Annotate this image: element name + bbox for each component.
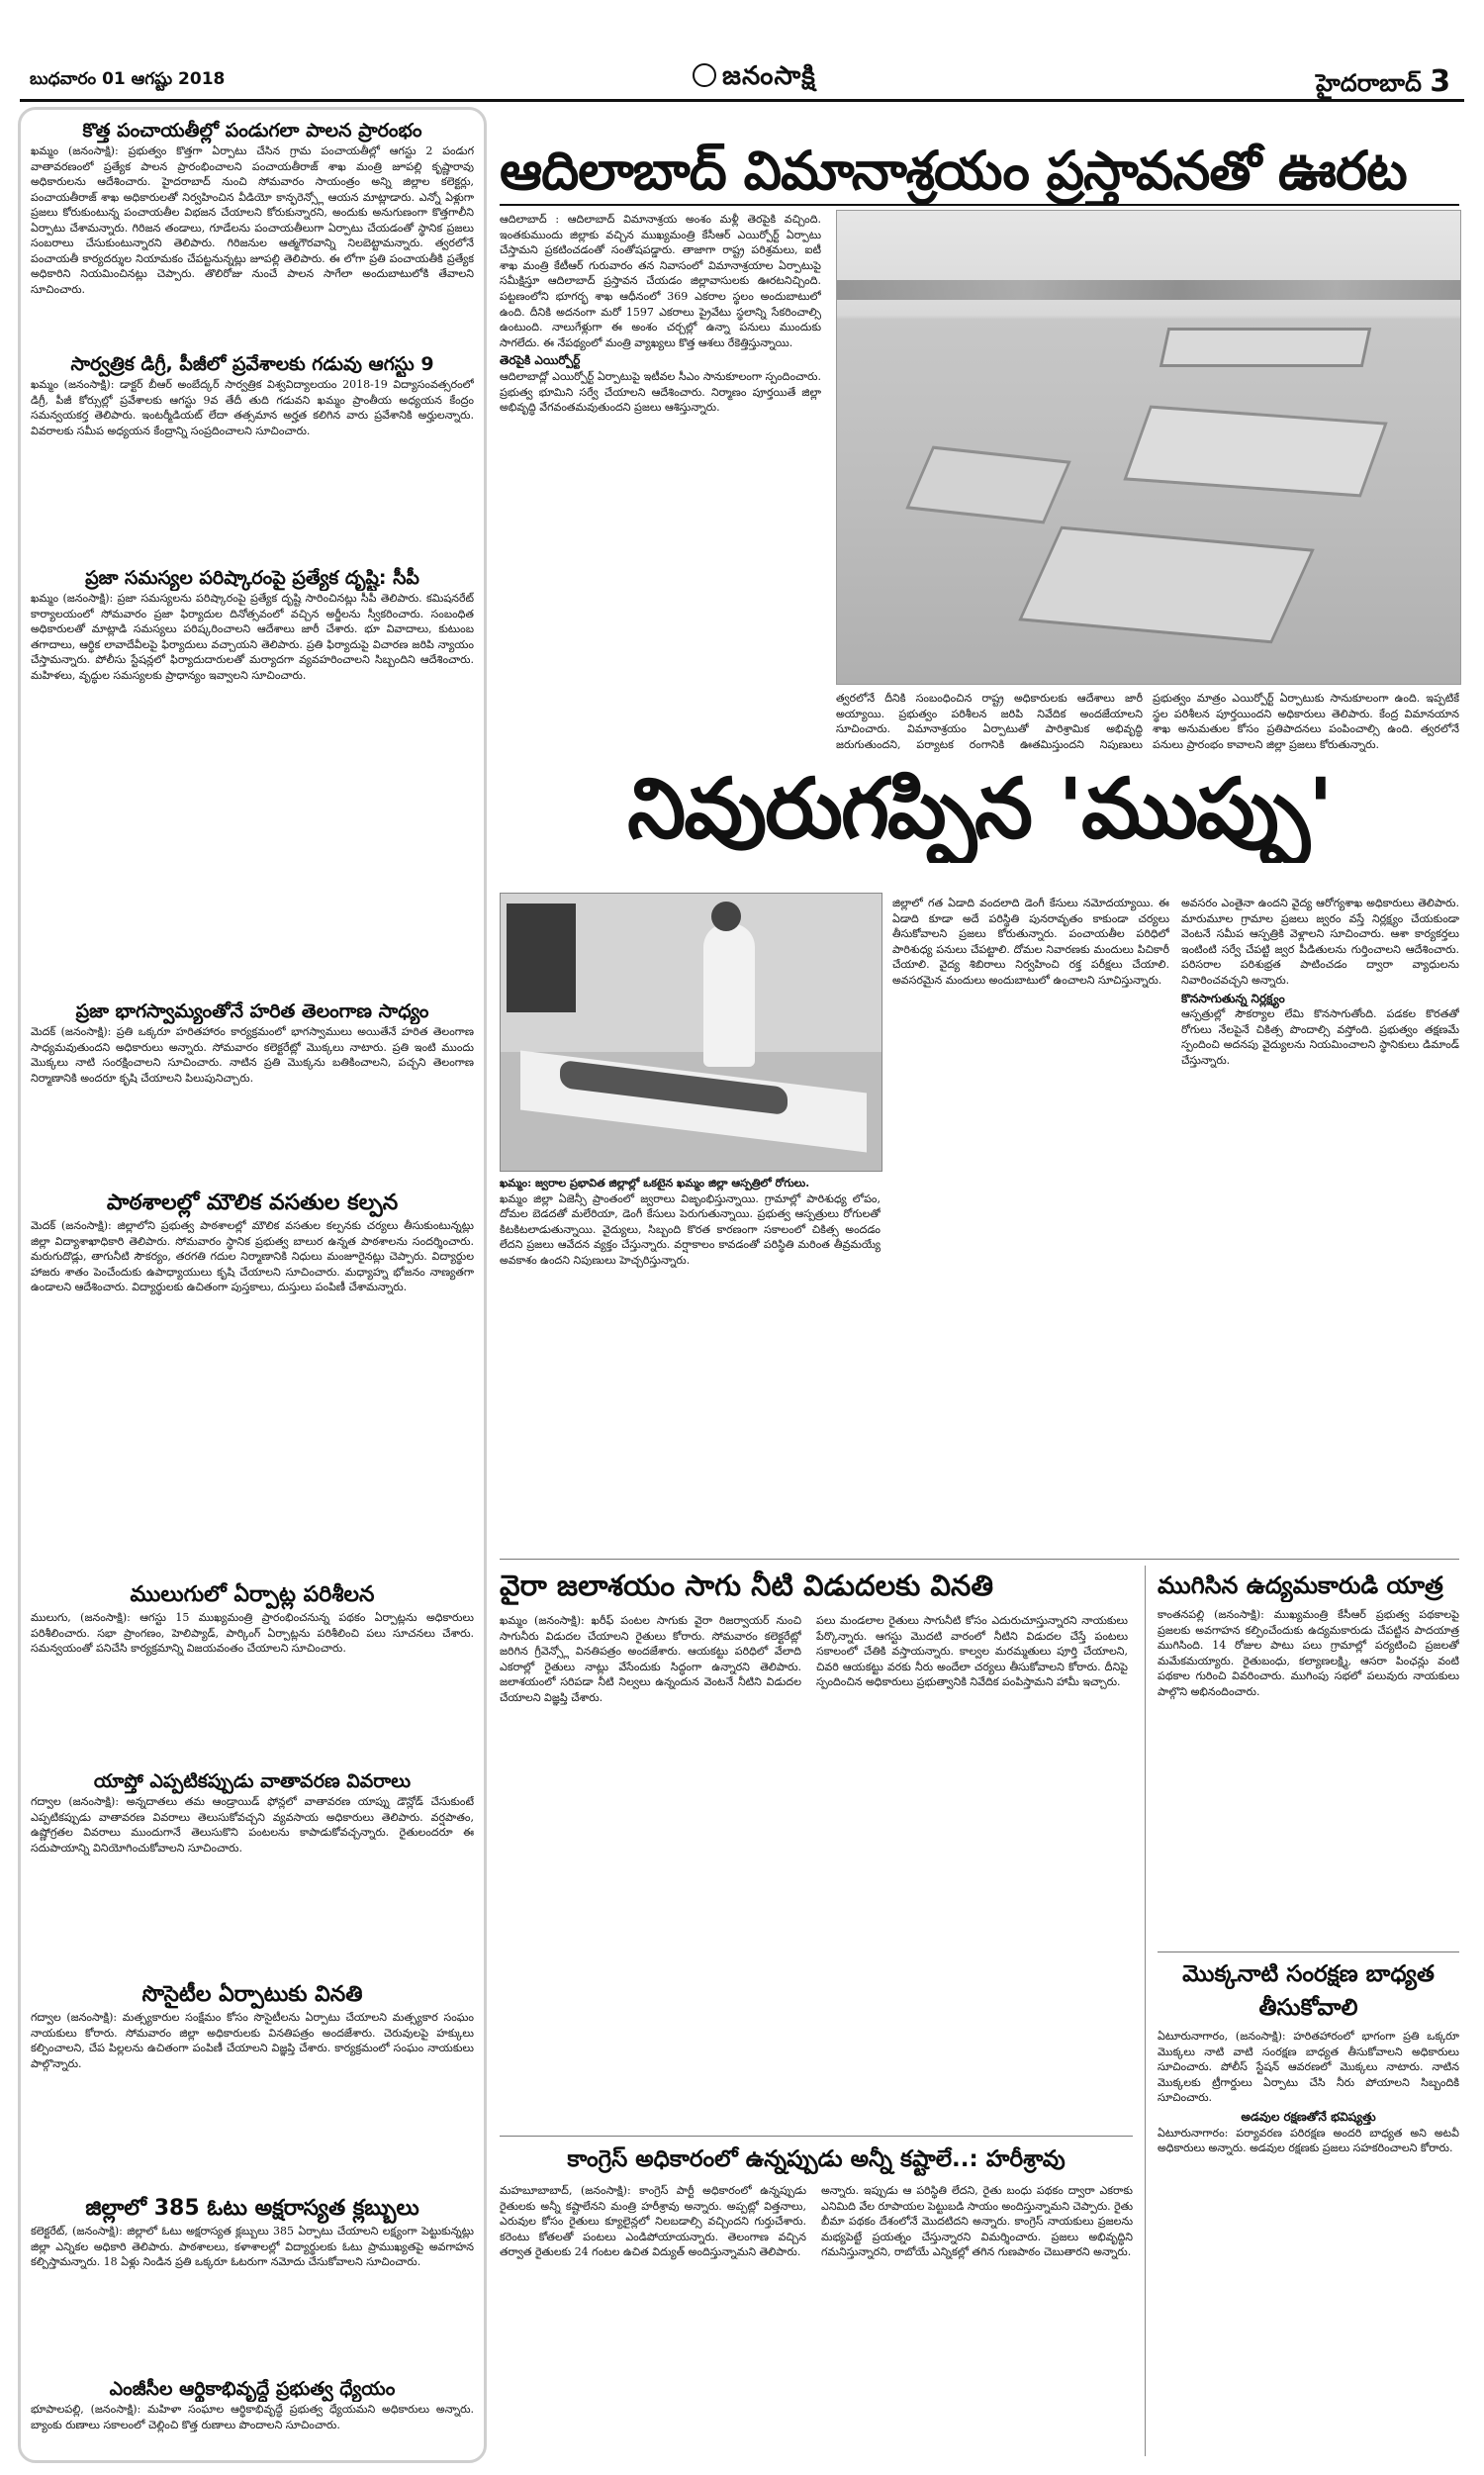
issue-date: బుధవారం 01 ఆగష్టు 2018 bbox=[30, 69, 226, 89]
vyra-body-col2: పలు మండలాల రైతులు సాగునీటి కోసం ఎదురుచూస్తున్నారని నాయకులు పేర్కొన్నారు. ఆగస్టు మొదటి వారంలో నీటిని విడుదల చేస్తే పంటలు సకాలంలో చేతికి వస్తాయన్నారు. కాల్వల మరమ్మతులు పూర్తి చేయాలని, చివరి ఆయకట్టు వరకు నీరు అందేలా చర్యలు తీసుకోవాలని కోరారు. దీనిపై స్పందించిన అధికారులు ప్రభుత్వానికి నివేదిక పంపిస్తామని హామీ ఇచ్చారు. bbox=[816, 1614, 1128, 1689]
headline-rule bbox=[500, 204, 1459, 206]
fever-text-3: అవసరం ఎంతైనా ఉందని వైద్య ఆరోగ్యశాఖ అధికారులు తెలిపారు. మారుమూల గ్రామాల ప్రజలు జ్వరం వస్తే నిర్లక్ష్యం చేయకుండా వెంటనే సమీప ఆస్పత్రికి వెళ్లాలని సూచించారు. ఆశా కార్యకర్తలు ఇంటింటి సర్వే చేపట్టి జ్వర పీడితులను గుర్తించాలని ఆదేశించారు. పరిసరాల పరిశుభ్రత పాటించడం ద్వారా వ్యాధులను నివారించవచ్చని అన్నారు. bbox=[1181, 897, 1459, 987]
brief-body: గద్వాల (జనంసాక్షి): అన్నదాతలు తమ ఆండ్రాయిడ్ ఫోన్లలో వాతావరణ యాప్ను డౌన్లోడ్ చేసుకుంటే ఎప్పటికప్పుడు వాతావరణ వివరాలు తెలుసుకోవచ్చని వ్యవసాయ అధికారులు తెలిపారు. వర్షపాతం, ఉష్ణోగ్రతల వివరాలు ముందుగానే తెలుసుకొని పంటలను కాపాడుకోవచ్చన్నారు. రైతులందరూ ఈ సదుపాయాన్ని వినియోగించుకోవాలని సూచించారు. bbox=[31, 1795, 474, 1855]
brief-voter-clubs bbox=[31, 2194, 474, 2372]
brief-body: మెదక్ (జనంసాక్షి): ప్రతి ఒక్కరూ హరితహారం కార్యక్రమంలో భాగస్వాములు అయితేనే హరిత తెలంగాణ సాధ్యమవుతుందని అధికారులు అన్నారు. సోమవారం కలెక్టరేట్లో మొక్కలు నాటారు. ప్రతి ఇంటి ముందు మొక్కలు నాటి సంరక్షించాలని సూచించారు. నాటిన ప్రతి మొక్కను బతికించాలని, పచ్చని తెలంగాణ నిర్మాణానికి అందరూ కృషి చేయాలని పిలుపునిచ్చారు. bbox=[31, 1025, 474, 1085]
brief-degree-admissions bbox=[31, 351, 474, 561]
box-rule bbox=[1158, 1951, 1459, 1952]
box-rule-2 bbox=[500, 2136, 1133, 2137]
headline-harish: కాంగ్రెస్ అధికారంలో ఉన్నప్పుడు అన్నీ కష్టాలే..: హరీశ్రావు bbox=[567, 2146, 1066, 2172]
brief-headline: ప్రజా సమస్యల పరిష్కారంపై ప్రత్యేక దృష్టి: సీపీ bbox=[85, 567, 419, 589]
brief-schools bbox=[31, 1189, 474, 1574]
airport-body-col2: త్వరలోనే దీనికి సంబంధించిన రాష్ట్ర అధికారులకు ఆదేశాలు జారీ అయ్యాయి. ప్రభుత్వం పరిశీలన జరిపి నివేదిక అందజేయాలని సూచించారు. విమానాశ్రయం ఏర్పాటుతో పారిశ్రామిక అభివృద్ధి జరుగుతుందని, పర్యాటక రంగానికి ఊతమిస్తుందని నిపుణులు bbox=[836, 692, 1143, 751]
masthead bbox=[0, 0, 1484, 99]
edition-city bbox=[1316, 64, 1450, 103]
mokka-body bbox=[1158, 2029, 1459, 2454]
airport-text-2: ఆదిలాబాద్లో ఎయిర్పోర్ట్ ఏర్పాటుపై ఇటీవల సీఎం సానుకూలంగా స్పందించారు. ప్రభుత్వ భూమిని సర్వే చేయాలని ఆదేశించారు. నిర్మాణం పూర్తయితే జిల్లా అభివృద్ధి వేగవంతమవుతుందని ప్రజలు ఆశిస్తున్నారు. bbox=[500, 369, 821, 415]
brief-headline: ములుగులో ఏర్పాట్ల పరిశీలన bbox=[130, 1582, 375, 1607]
brief-body: గద్వాల (జనంసాక్షి): మత్స్యకారుల సంక్షేమం కోసం సొసైటీలను ఏర్పాటు చేయాలని మత్స్యకార సంఘం నాయకులు కోరారు. సోమవారం జిల్లా అధికారులకు వినతిపత్రం అందజేశారు. చెరువులపై హక్కులు కల్పించాలని, చేప పిల్లలను ఉచితంగా పంపిణీ చేయాలని విజ్ఞప్తి చేశారు. కార్యక్రమంలో సంఘం నాయకులు పాల్గొన్నారు. bbox=[31, 2011, 474, 2070]
fever-body-col1 bbox=[500, 1176, 881, 1552]
city-name: హైదరాబాద్ bbox=[1316, 69, 1422, 97]
fever-text: ఖమ్మం జిల్లా ఏజెన్సీ ప్రాంతంలో జ్వరాలు విజృంభిస్తున్నాయి. గ్రామాల్లో పారిశుధ్య లోపం, దోమల బెడదతో మలేరియా, డెంగీ కేసులు పెరుగుతున్నాయి. ప్రభుత్వ ఆస్పత్రులు రోగులతో కిటకిటలాడుతున్నాయి. వైద్యులు, సిబ్బంది కొరత కారణంగా సకాలంలో చికిత్స అందడం లేదని ప్రజలు ఆవేదన వ్యక్తం చేస్తున్నారు. వర్షాకాలం కావడంతో పరిస్థితి మరింత తీవ్రమయ్యే అవకాశం ఉందని నిపుణులు హెచ్చరిస్తున్నారు. bbox=[500, 1191, 881, 1267]
left-sidebar-briefs bbox=[18, 107, 487, 2463]
brief-body: ములుగు, (జనంసాక్షి): ఆగస్టు 15 ముఖ్యమంత్రి ప్రారంభించనున్న పథకం ఏర్పాట్లను అధికారులు పరిశీలించారు. సభా ప్రాంగణం, హెలిప్యాడ్, పార్కింగ్ ఏర్పాట్లను పరిశీలించి పలు సూచనలు చేశారు. సమన్వయంతో పనిచేసి కార్యక్రమాన్ని విజయవంతం చేయాలని సూచించారు. bbox=[31, 1611, 474, 1655]
brief-haritha bbox=[31, 999, 474, 1183]
photo-caption: ఖమ్మం: జ్వరాల ప్రభావిత జిల్లాల్లో ఒకటైన ఖమ్మం జిల్లా ఆస్పత్రిలో రోగులు. bbox=[500, 1177, 810, 1190]
brief-headline: సొసైటీల ఏర్పాటుకు వినతి bbox=[141, 1982, 363, 2007]
logo-text: జనంసాక్షి bbox=[722, 61, 816, 91]
brief-shg bbox=[31, 2376, 474, 2451]
page-number: 3 bbox=[1430, 64, 1451, 99]
headline-mokka: మొక్కనాటి సంరక్షణ బాధ్యత తీసుకోవాలి bbox=[1182, 1961, 1435, 2021]
brief-headline: కొత్త పంచాయతీల్లో పండుగలా పాలన ప్రారంభం bbox=[82, 120, 422, 142]
airport-subhead: తెరపైకి ఎయిర్పోర్ట్ bbox=[500, 353, 581, 368]
brief-weather-app bbox=[31, 1768, 474, 1976]
headline-airport: ఆదిలాబాద్ విమానాశ్రయం ప్రస్తావనతో ఊరట bbox=[500, 140, 1407, 202]
brief-societies bbox=[31, 1980, 474, 2190]
brief-body: ఖమ్మం (జనంసాక్షి): ప్రభుత్వం కొత్తగా ఏర్పాటు చేసిన గ్రామ పంచాయతీల్లో ఆగస్టు 2 పండుగ వాతావరణంలో ప్రత్యేక పాలన ప్రారంభించాలని పంచాయతీరాజ్ శాఖ మంత్రి జూపల్లి కృష్ణారావు అధికారులను ఆదేశించారు. హైదరాబాద్ నుంచి సోమవారం సాయంత్రం అన్ని జిల్లాల కలెక్టర్లు, పంచాయతీరాజ్ శాఖ అధికారులతో నిర్వహించిన వీడియో కాన్ఫరెన్స్లో ఆయన మాట్లాడారు. ఎన్నో ఏళ్లుగా ప్రజలు కోరుకుంటున్న పంచాయతీల విభజన చేయాలని కోరుకున్నారని, అందుకు అనుగుణంగా కొత్తగాలీని ఏర్పాటు చేశామన్నారు. గిరిజన తండాలు, గూడేలను పంచాయతీలుగా ఏర్పాటు చేయడంతో స్థానిక ప్రజలు సంబరాలు చేసుకుంటున్నారని తెలిపారు. గిరిజనుల ఆత్మగౌరవాన్ని నిలబెట్టామన్నారు. త్వరలోనే పంచాయతీ కార్యదర్శుల నియామకం చేపట్టనున్నట్లు జూపల్లి తెలిపారు. ఈ లోగా ప్రతి పంచాయతీకి ప్రత్యేక అధికారిని నియమించినట్లు చెప్పారు. తొలిరోజు నుంచే పాలన సాగేలా అందుబాటులోకి తేవాలని సూచించారు. bbox=[31, 144, 474, 296]
brief-body: ఖమ్మం (జనంసాక్షి): డాక్టర్ బీఆర్ అంబేద్కర్ సార్వత్రిక విశ్వవిద్యాలయం 2018-19 విద్యాసంవత్సరంలో డిగ్రీ, పీజీ కోర్సుల్లో ప్రవేశాలకు ఆగస్టు 9వ తేదీ తుది గడువని ఖమ్మం ప్రాంతీయ అధ్యయన కేంద్రం సమన్వయకర్త తెలిపారు. ఇంటర్మీడియట్ లేదా తత్సమాన అర్హత కలిగిన వారు ప్రవేశానికి అర్హులన్నారు. వివరాలకు సమీప అధ్యయన కేంద్రాన్ని సంప్రదించాలని సూచించారు. bbox=[31, 378, 474, 437]
vyra-body-col1: ఖమ్మం (జనంసాక్షి): ఖరీఫ్ పంటల సాగుకు వైరా రిజర్వాయర్ నుంచి సాగునీరు విడుదల చేయాలని రైతులు కోరారు. సోమవారం కలెక్టరేట్లో జరిగిన గ్రీవెన్స్లో వినతిపత్రం అందజేశారు. ఆయకట్టు పరిధిలో వేలాది ఎకరాల్లో రైతులు నాట్లు వేసేందుకు సిద్ధంగా ఉన్నారని తెలిపారు. జలాశయంలో సరిపడా నీటి నిల్వలు ఉన్నందున వెంటనే నీటిని విడుదల చేయాలని విజ్ఞప్తి చేశారు. bbox=[500, 1614, 801, 1704]
masthead-rule bbox=[20, 99, 1464, 102]
brief-headline: సార్వత్రిక డిగ్రీ, పీజీలో ప్రవేశాలకు గడువు ఆగస్టు 9 bbox=[70, 353, 434, 375]
airport-text: ఆదిలాబాద్ : ఆదిలాబాద్ విమానాశ్రయ అంశం మళ్లీ తెరపైకి వచ్చింది. ఇంతకుముందు జిల్లాకు వచ్చిన ముఖ్యమంత్రి కేసీఆర్ ఎయిర్పోర్ట్ ఏర్పాటు చేస్తామని ప్రకటించడంతో సంతోషపడ్డారు. తాజాగా రాష్ట్ర పరిశ్రమలు, ఐటీ శాఖ మంత్రి కేటీఆర్ గురువారం తన నివాసంలో విమానాశ్రయాల ఏర్పాటుపై సమీక్షిస్తూ ఆదిలాబాద్ ప్రస్తావన చేయడం జిల్లావాసులకు ఊరటనిచ్చింది. పట్టణంలోని భూగర్భ శాఖ ఆధీనంలో 369 ఎకరాల స్థలం అందుబాటులో ఉంది. దీనికి అదనంగా మరో 1597 ఎకరాలు ప్రైవేటు స్థలాన్ని సేకరించాల్సి ఉంటుంది. నాలుగేళ్లుగా ఈ అంశం చర్చల్లో ఉన్నా పనులు ముందుకు సాగలేదు. ఈ నేపథ్యంలో మంత్రి వ్యాఖ్యలు కొత్త ఆశలు రేకెత్తిస్తున్నాయి. bbox=[500, 213, 821, 349]
mokka-subhead: అడవుల రక్షణతోనే భవిష్యత్తు bbox=[1241, 2109, 1376, 2124]
section-rule bbox=[500, 1559, 1459, 1560]
runway-photo bbox=[836, 210, 1461, 685]
brief-headline: ప్రజా భాగస్వామ్యంతోనే హరిత తెలంగాణ సాధ్యం bbox=[75, 1000, 429, 1022]
brief-mulugu bbox=[31, 1580, 474, 1764]
airport-body-col3: ప్రభుత్వం మాత్రం ఎయిర్పోర్ట్ ఏర్పాటుకు సానుకూలంగా ఉంది. ఇప్పటికే స్థల పరిశీలన పూర్తయిందని అధికారులు తెలిపారు. కేంద్ర విమానయాన శాఖ అనుమతుల కోసం ప్రతిపాదనలు పంపించాల్సి ఉంది. త్వరలోనే పనులు ప్రారంభం కావాలని జిల్లా ప్రజలు కోరుతున్నారు. bbox=[1153, 692, 1459, 751]
harish-body-col1: మహబూబాబాద్, (జనంసాక్షి): కాంగ్రెస్ పార్టీ అధికారంలో ఉన్నప్పుడు రైతులకు అన్నీ కష్టాలేనని మంత్రి హరీశ్రావు అన్నారు. అప్పట్లో విత్తనాలు, ఎరువుల కోసం రైతులు క్యూలైన్లలో నిలబడాల్సి వచ్చిందని గుర్తుచేశారు. కరెంటు కోతలతో పంటలు ఎండిపోయాయన్నారు. తెలంగాణ వచ్చిన తర్వాత రైతులకు 24 గంటల ఉచిత విద్యుత్ అందిస్తున్నామని తెలిపారు. bbox=[500, 2184, 806, 2259]
brief-headline: పాఠశాలల్లో మౌలిక వసతుల కల్పన bbox=[106, 1190, 399, 1215]
yatra-body: కాంతనపల్లి (జనంసాక్షి): ముఖ్యమంత్రి కేసీఆర్ ప్రభుత్వ పథకాలపై ప్రజలకు అవగాహన కల్పించేందుకు ఉద్యమకారుడు చేపట్టిన పాదయాత్ర ముగిసింది. 14 రోజుల పాటు పలు గ్రామాల్లో పర్యటించి ప్రజలతో మమేకమయ్యారు. రైతుబంధు, కల్యాణలక్ష్మి, ఆసరా పింఛన్లు వంటి పథకాల గురించి వివరించారు. ముగింపు సభలో పలువురు నాయకులు పాల్గొని అభినందించారు. bbox=[1158, 1608, 1459, 1698]
brief-body: భూపాలపల్లి, (జనంసాక్షి): మహిళా సంఘాల ఆర్థికాభివృద్ధే ప్రభుత్వ ధ్యేయమని అధికారులు అన్నారు. బ్యాంకు రుణాలు సకాలంలో చెల్లించి కొత్త రుణాలు పొందాలని సూచించారు. bbox=[31, 2403, 474, 2431]
headline-yatra: ముగిసిన ఉద్యమకారుడి యాత్ర bbox=[1158, 1571, 1443, 1599]
mokka-text-2: ఏటూరునాగారం: పర్యావరణ పరిరక్షణ అందరి బాధ్యత అని అటవీ అధికారులు అన్నారు. అడవుల రక్షణకు ప్రజలు సహకరించాలని కోరారు. bbox=[1158, 2126, 1459, 2155]
fever-subhead: కొనసాగుతున్న నిర్లక్ష్యం bbox=[1181, 991, 1285, 1005]
brief-body: కలెక్టరేట్, (జనంసాక్షి): జిల్లాలో ఓటు అక్షరాస్యత క్లబ్బులు 385 ఏర్పాటు చేయాలని లక్ష్యంగా పెట్టుకున్నట్లు జిల్లా ఎన్నికల అధికారి తెలిపారు. పాఠశాలలు, కళాశాలల్లో విద్యార్థులకు ఓటు ప్రాముఖ్యతపై అవగాహన కల్పిస్తామన్నారు. 18 ఏళ్లు నిండిన ప్రతి ఒక్కరూ ఓటరుగా నమోదు చేసుకోవాలని సూచించారు. bbox=[31, 2225, 474, 2268]
brief-body: మెదక్ (జనంసాక్షి): జిల్లాలోని ప్రభుత్వ పాఠశాలల్లో మౌలిక వసతుల కల్పనకు చర్యలు తీసుకుంటున్నట్లు జిల్లా విద్యాశాఖాధికారి తెలిపారు. సోమవారం స్థానిక ప్రభుత్వ బాలుర ఉన్నత పాఠశాలను సందర్శించారు. మరుగుదొడ్లు, తాగునీటి సౌకర్యం, తరగతి గదుల నిర్మాణానికి నిధులు మంజూరైనట్లు చెప్పారు. విద్యార్థుల హాజరు శాతం పెంచేందుకు ఉపాధ్యాయులు కృషి చేయాలని సూచించారు. మధ్యాహ్న భోజనం నాణ్యతగా ఉండాలని ఆదేశించారు. విద్యార్థులకు ఉచితంగా పుస్తకాలు, దుస్తులు పంపిణీ చేశామన్నారు. bbox=[31, 1219, 474, 1293]
harish-body-col2: అన్నారు. ఇప్పుడు ఆ పరిస్థితి లేదని, రైతు బంధు పథకం ద్వారా ఎకరాకు ఎనిమిది వేల రూపాయల పెట్టుబడి సాయం అందిస్తున్నామని చెప్పారు. రైతు బీమా పథకం దేశంలోనే మొదటిదని అన్నారు. కాంగ్రెస్ నాయకులు ప్రజలను మభ్యపెట్టే ప్రయత్నం చేస్తున్నారని విమర్శించారు. ప్రజలు అభివృద్ధిని గమనిస్తున్నారని, రాబోయే ఎన్నికల్లో తగిన గుణపాఠం చెబుతారని అన్నారు. bbox=[821, 2184, 1133, 2259]
brief-headline: యాప్తో ఎప్పటికప్పుడు వాతావరణ వివరాలు bbox=[93, 1770, 412, 1792]
headline-vyra: వైరా జలాశయం సాగు నీటి విడుదలకు వినతి bbox=[500, 1569, 994, 1602]
brief-body: ఖమ్మం (జనంసాక్షి): ప్రజా సమస్యలను పరిష్కారంపై ప్రత్యేక దృష్టి సారించినట్లు సీపీ తెలిపారు. కమిషనరేట్ కార్యాలయంలో సోమవారం ప్రజా ఫిర్యాదుల దినోత్సవంలో వచ్చిన అర్జీలను స్వీకరించారు. సంబంధిత అధికారులతో మాట్లాడి సమస్యలు పరిష్కరించాలని ఆదేశాలు జారీ చేశారు. భూ వివాదాలు, కుటుంబ తగాదాలు, ఆర్థిక లావాదేవీలపై ఫిర్యాదులు వచ్చాయని తెలిపారు. ప్రతి ఫిర్యాదుపై విచారణ జరిపి న్యాయం చేస్తామన్నారు. పోలీసు స్టేషన్లలో ఫిర్యాదుదారులతో మర్యాదగా వ్యవహరించాలని సిబ్బందిని ఆదేశించారు. మహిళలు, వృద్ధుల సమస్యలకు ప్రాధాన్యం ఇవ్వాలని సూచించారు. bbox=[31, 592, 474, 682]
brief-panchayat bbox=[31, 118, 474, 347]
hospital-ward-photo bbox=[500, 893, 882, 1172]
brief-public-grievances bbox=[31, 565, 474, 993]
mokka-text: ఏటూరునాగారం, (జనంసాక్షి): హరితహారంలో భాగంగా ప్రతి ఒక్కరూ మొక్కలు నాటి వాటి సంరక్షణ బాధ్యత తీసుకోవాలని అధికారులు సూచించారు. పోలీస్ స్టేషన్ ఆవరణలో మొక్కలు నాటారు. నాటిన మొక్కలకు ట్రీగార్డులు ఏర్పాటు చేసి నీరు పోయాలని సిబ్బందికి సూచించారు. bbox=[1158, 2030, 1459, 2105]
seal-icon bbox=[693, 63, 716, 87]
brief-headline: ఎంజీసీల ఆర్థికాభివృద్దే ప్రభుత్వ ధ్యేయం bbox=[109, 2378, 396, 2400]
fever-text-4: ఆస్పత్రుల్లో సౌకర్యాల లేమి కొనసాగుతోంది. పడకల కొరతతో రోగులు నేలపైనే చికిత్స పొందాల్సి వస్తోంది. ప్రభుత్వం తక్షణమే స్పందించి అదనపు వైద్యులను నియమించాలని స్థానికులు డిమాండ్ చేస్తున్నారు. bbox=[1181, 1007, 1459, 1067]
headline-fever: నివురుగప్పిన 'ముప్పు' bbox=[627, 760, 1332, 857]
column-divider bbox=[1145, 1566, 1146, 2456]
fever-body-col3 bbox=[1181, 896, 1459, 1552]
newspaper-logo bbox=[693, 61, 816, 97]
brief-headline: జిల్లాలో 385 ఓటు అక్షరాస్యత క్లబ్బులు bbox=[85, 2196, 419, 2221]
fever-body-col2: జిల్లాలో గత ఏడాది వందలాది డెంగీ కేసులు నమోదయ్యాయి. ఈ ఏడాది కూడా అదే పరిస్థితి పునరావృతం కాకుండా చర్యలు తీసుకోవాలని ప్రజలు కోరుతున్నారు. పంచాయతీల పరిధిలో పారిశుధ్య పనులు చేపట్టాలి. దోమల నివారణకు మందులు పిచికారీ చేయాలి. వైద్య శిబిరాలు నిర్వహించి రక్త పరీక్షలు చేయాలి. అవసరమైన మందులు అందుబాటులో ఉంచాలని సూచిస్తున్నారు. bbox=[892, 897, 1169, 987]
airport-body-col1 bbox=[500, 212, 821, 677]
